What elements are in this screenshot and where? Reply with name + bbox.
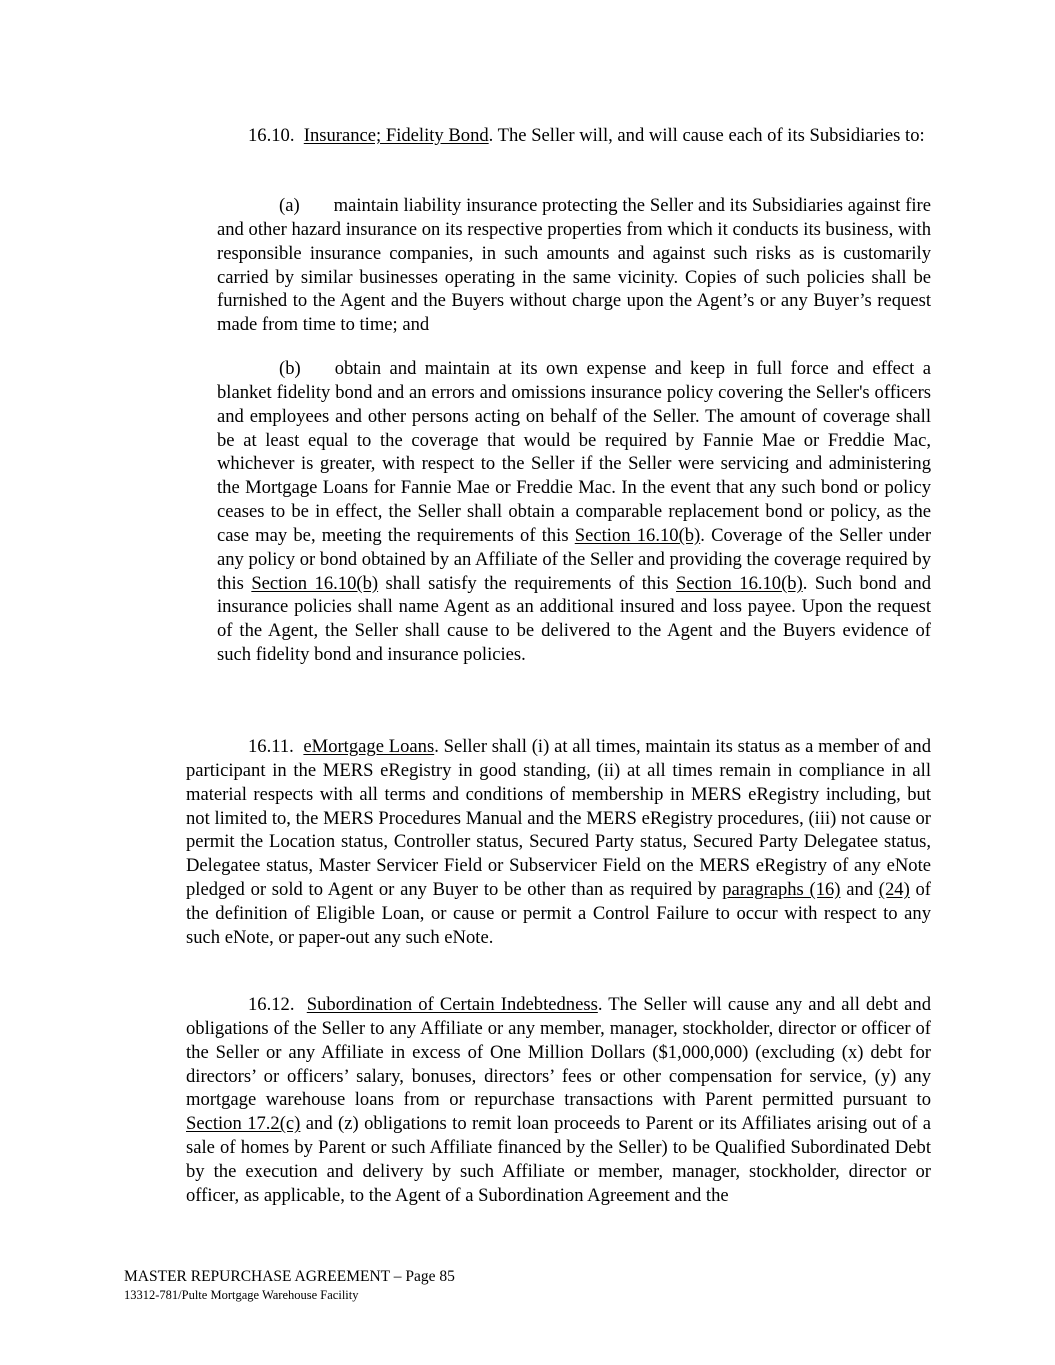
- section-16-10-intro: [186, 124, 931, 148]
- section-16-11: [186, 735, 931, 950]
- section-text: . Seller shall (i) at all times, maintain its status as a member of and participant in the MERS eRegistry in good standing, (ii) at all times remain in compliance in all material respects with all terms and conditions of membership in MERS eRegistry including, but not limited to, the MERS Procedures Manual and the MERS eRegistry procedures, (iii) not cause or permit the Location status, Controller status, Secured Party status, Secured Party Delegatee status, Delegatee status, Master Servicer Field or Subservicer Field on the MERS eRegistry of any eNote pledged or sold to Agent or any Buyer to be other than as required by: [186, 736, 931, 901]
- section-number: 16.11.: [248, 736, 294, 757]
- clause-label: (b): [279, 358, 301, 379]
- clause-text: shall satisfy the requirements of this: [378, 572, 677, 594]
- footer-title: MASTER REPURCHASE AGREEMENT – Page 85: [124, 1268, 455, 1285]
- section-reference: Section 16.10(b): [676, 572, 803, 594]
- footer-document-reference: 13312-781/Pulte Mortgage Warehouse Facility: [124, 1288, 359, 1302]
- clause-text: . Coverage of the Seller under any policy or bond obtained by an Affiliate of the Seller and providing the coverage required by this: [217, 524, 932, 594]
- section-heading: Insurance; Fidelity Bond: [303, 125, 489, 146]
- clause-a: [217, 194, 931, 337]
- section-reference: Section 17.2(c): [186, 1113, 301, 1135]
- section-heading: eMortgage Loans: [303, 736, 435, 757]
- section-text: and: [840, 879, 879, 901]
- section-reference: Section 16.10(b): [251, 572, 379, 594]
- section-text: . The Seller will cause any and all debt and obligations of the Seller to any Affiliate or any member, manager, stockholder, director or officer of the Seller or any Affiliate in excess of One Million Dollars ($1,000,000) (excluding (x) debt for directors’ or officers’ salary, bonuses, directors’ fees or other compensation for service, (y) any mortgage warehouse loans from or repurchase transactions with Parent permitted pursuant to: [186, 994, 931, 1111]
- section-text: and (z) obligations to remit loan proceeds to Parent or its Affiliates arising out of a sale of homes by Parent or such Affiliate financed by the Seller) to be Qualified Subordinated Debt by the execution and delivery by such Affiliate or member, manager, stockholder, director or officer, as applicable, to the Agent of a Subordination Agreement and the: [186, 1113, 931, 1206]
- clause-b: [217, 357, 931, 667]
- clause-text: maintain liability insurance protecting the Seller and its Subsidiaries against fire and other hazard insurance on its respective properties from which it conducts its business, with responsible insurance companies, in such amounts and against such risks as is customarily carried by similar businesses operating in the same vicinity. Copies of such policies shall be furnished to the Agent and the Buyers without charge upon the Agent’s or any Buyer’s request made from time to time; and: [217, 195, 931, 336]
- section-reference: Section 16.10(b): [574, 524, 701, 546]
- section-number: 16.10.: [248, 125, 295, 146]
- clause-text: obtain and maintain at its own expense and keep in full force and effect a blanket fidelity bond and an errors and omissions insurance policy covering the Seller's officers and employees and other persons acting on behalf of the Seller. The amount of coverage shall be at least equal to the coverage that would be required by Fannie Mae or Freddie Mac, whichever is greater, with respect to the Seller if the Seller were servicing and administering the Mortgage Loans for Fannie Mae or Freddie Mac. In the event that any such bond or policy ceases to be in effect, the Seller shall obtain a comparable replacement bond or policy, as the case may be, meeting the requirements of this: [217, 358, 931, 546]
- section-text: of the definition of Eligible Loan, or cause or permit a Control Failure to occur with respect to any such eNote, or paper-out any such eNote.: [186, 879, 931, 948]
- section-number: 16.12.: [248, 994, 295, 1015]
- clause-label: (a): [279, 195, 300, 216]
- section-heading: Subordination of Certain Indebtedness: [306, 994, 598, 1015]
- section-16-12: [186, 993, 931, 1208]
- section-text: . The Seller will, and will cause each of its Subsidiaries to:: [488, 125, 925, 146]
- paragraph-reference: (24): [878, 879, 910, 901]
- clause-text: . Such bond and insurance policies shall name Agent as an additional insured and loss payee. Upon the request of the Agent, the Seller shall cause to be delivered to the Agent and the Buyers evidence of such fidelity bond and insurance policies.: [217, 572, 932, 666]
- paragraph-reference: paragraphs (16): [722, 879, 841, 901]
